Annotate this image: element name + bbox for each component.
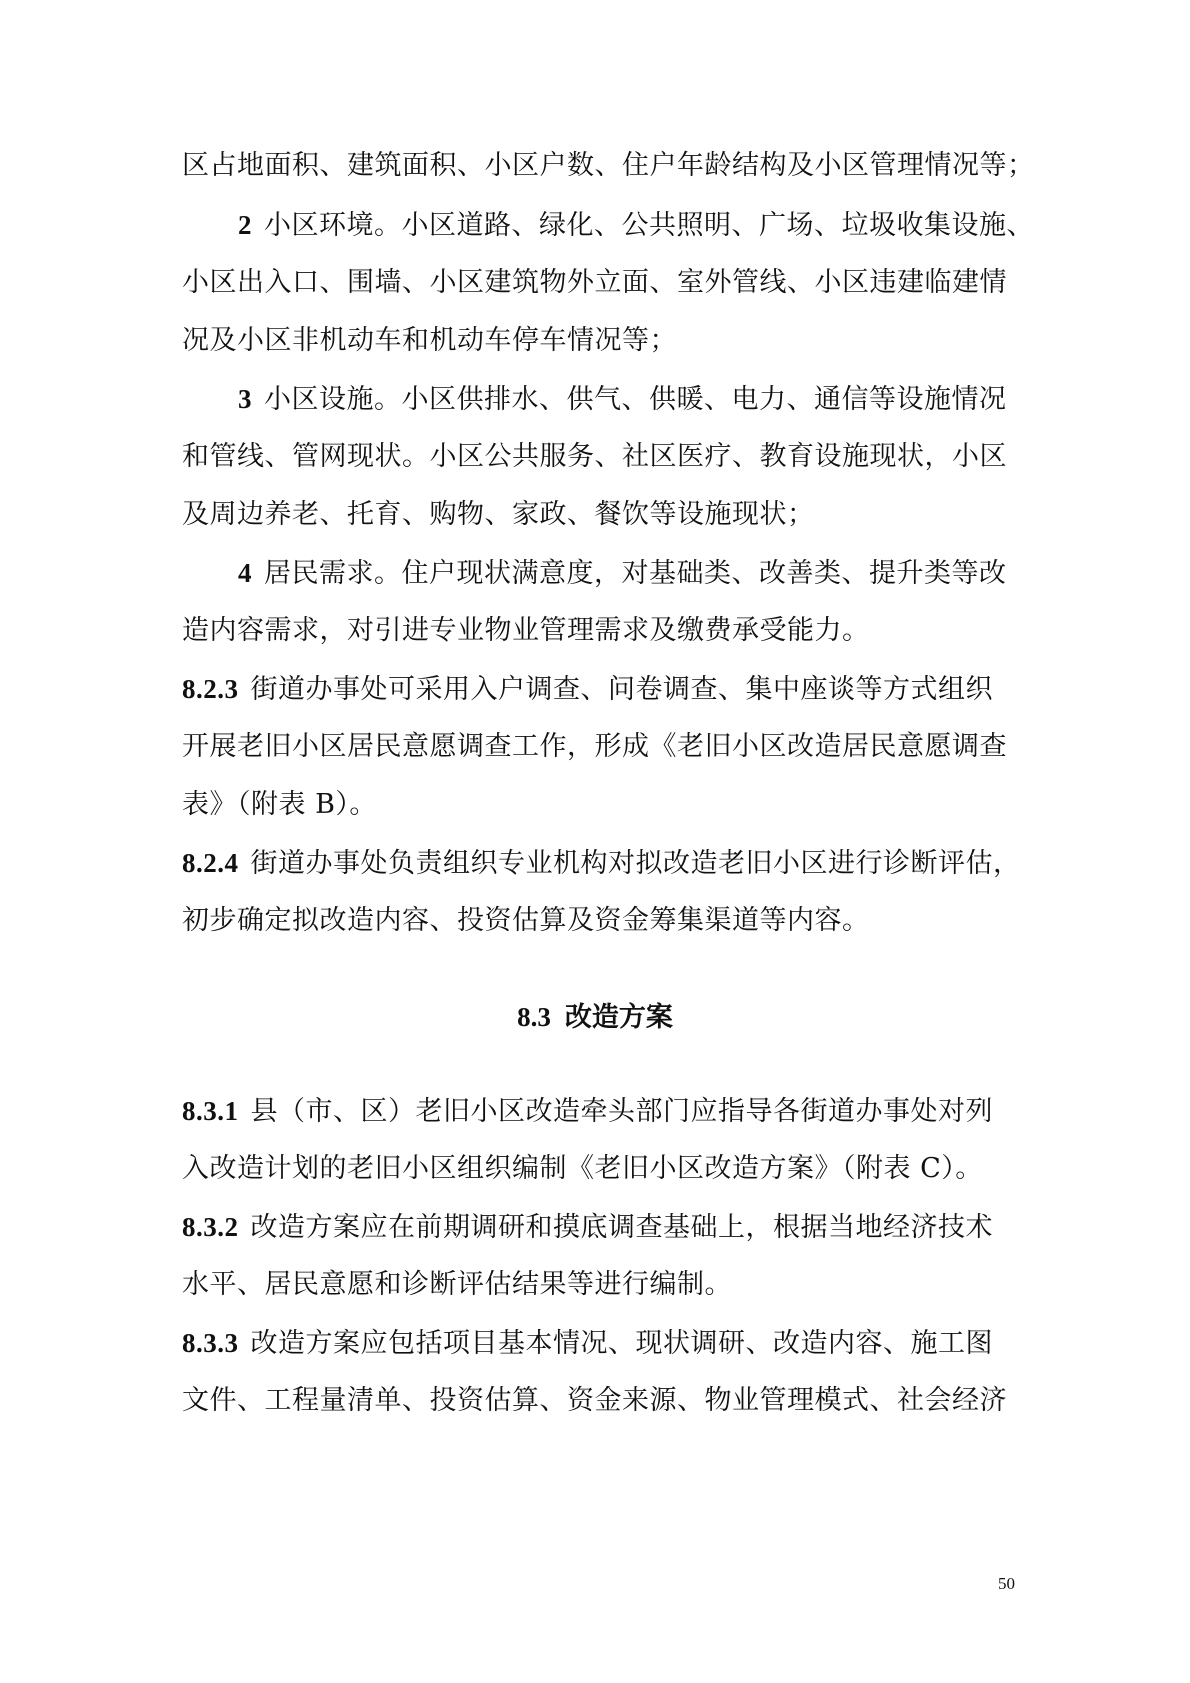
paragraph-line: 及周边养老、托育、购物、家政、餐饮等设施现状； [182,499,815,530]
paragraph-line: 表》（附表 B）。 [182,789,377,820]
clause-text: 街道办事处可采用入户调查、问卷调查、集中座谈等方式组织 [250,674,993,705]
clause-number: 8.3.2 [182,1212,239,1242]
clause-number: 8.2.3 [182,674,239,704]
clause-text: 县（市、区）老旧小区改造牵头部门应指导各街道办事处对列 [250,1096,993,1127]
paragraph-line: 开展老旧小区居民意愿调查工作，形成《老旧小区改造居民意愿调查 [182,731,1007,762]
paragraph-line: 水平、居民意愿和诊断评估结果等进行编制。 [182,1269,732,1300]
clause-number: 8.2.4 [182,848,239,878]
section-number: 8.3 [517,1002,551,1032]
paragraph-line: 和管线、管网现状。小区公共服务、社区医疗、教育设施现状，小区 [182,441,1007,472]
paragraph-line: 造内容需求，对引进专业物业管理需求及缴费承受能力。 [182,615,870,646]
paragraph-line: 初步确定拟改造内容、投资估算及资金筹集渠道等内容。 [182,905,870,936]
page-number: 50 [998,1574,1015,1593]
list-item-4-first-line [238,556,1007,591]
clause-8-2-3-first-line [182,672,993,707]
clause-number: 8.3.3 [182,1328,239,1358]
paragraph-line: 入改造计划的老旧小区组织编制《老旧小区改造方案》（附表 C）。 [182,1153,983,1184]
list-item-2-first-line [238,208,1034,243]
clause-number: 8.3.1 [182,1096,239,1126]
paragraph-line: 况及小区非机动车和机动车停车情况等； [182,325,677,356]
clause-8-3-1-first-line [182,1094,993,1129]
section-heading [0,1000,1190,1035]
list-item-text: 小区环境。小区道路、绿化、公共照明、广场、垃圾收集设施、 [264,210,1034,241]
list-item-3-first-line [238,382,1007,417]
list-item-text: 小区设施。小区供排水、供气、供暖、电力、通信等设施情况 [264,384,1007,415]
clause-8-2-4-first-line [182,846,1021,881]
list-item-number: 2 [238,210,252,240]
paragraph-line: 文件、工程量清单、投资估算、资金来源、物业管理模式、社会经济 [182,1385,1007,1416]
list-item-number: 4 [238,558,252,588]
paragraph-line: 区占地面积、建筑面积、小区户数、住户年龄结构及小区管理情况等； [182,150,1035,181]
list-item-text: 居民需求。住户现状满意度，对基础类、改善类、提升类等改 [264,558,1007,589]
clause-text: 改造方案应包括项目基本情况、现状调研、改造内容、施工图 [250,1328,993,1359]
clause-8-3-2-first-line [182,1210,993,1245]
list-item-number: 3 [238,384,252,414]
clause-text: 街道办事处负责组织专业机构对拟改造老旧小区进行诊断评估， [250,848,1021,879]
clause-8-3-3-first-line [182,1326,993,1361]
clause-text: 改造方案应在前期调研和摸底调查基础上，根据当地经济技术 [250,1212,993,1243]
paragraph-line: 小区出入口、围墙、小区建筑物外立面、室外管线、小区违建临建情 [182,267,1007,298]
section-title: 改造方案 [564,1002,673,1033]
